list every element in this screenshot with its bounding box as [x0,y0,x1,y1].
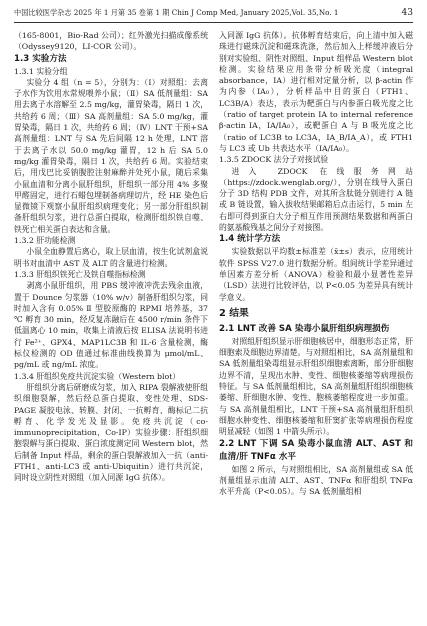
section-heading: 2.2 LNT 下调 SA 染毒小鼠血清 ALT、AST 和血清/肝 TNFα 水平 [219,438,413,462]
paragraph: 实验分 4 组（n = 5），分别为：（Ⅰ）对照组：去离子水作为饮用水常规喂养小鼠；（Ⅱ）SA 低剂量组：SA 用去离子水溶解至 2.5 mg/kg，灌胃染毒，隔日 1 次，共给药 6 周；（Ⅲ）SA 高剂量组：SA 5.0 mg/kg，灌胃染毒，隔日 1 次，共给药 6 周；（Ⅳ）LNT 干预+SA 高剂量组：LNT 与 SA 先后间隔 12 h 处理，LNT 溶于去离子水以 50.0 mg/kg 灌胃，12 h 后 SA 5.0 mg/kg 灌胃染毒，隔日 1 次，共给药 6 周。实验结束后，用戊巴比妥钠腹腔注射麻醉并处死小鼠，随后采集小鼠血清和分离小鼠肝组织，肝组织一部分用 4% 多聚甲醛固定，进行石蜡包埋制备病理切片，经 HE 染色后显微镜下观察小鼠肝组织病理变化；另一部分肝组织制备肝组织匀浆，进行总蛋白提取，检测肝组织铁自噬、铁死亡相关蛋白表达和含量。 [14,77,208,234]
paragraph: 如图 2 所示，与对照组相比，SA 高剂量组或 SA 低剂量组显示血清 ALT、AST、TNFα 和肝组织 TNFα 水平升高（P<0.05）。与 SA 低剂量组相 [219,464,413,497]
paragraph: 剥离小鼠肝组织，用 PBS 缓冲液冲洗去残余血液，置于 Dounce 匀浆器（10% w/v）制备肝组织匀浆，同时加入含有 0.05% Ⅱ 型胶原酶的 RPMI 培养基，37 ℃ 孵育 30 min，经反复冻融后在 4500 r/min 条件下低温离心 10 min，收集上清液后按 ELISA 法说明书进行 Fe²⁺、GPX4、MAP1LC3B 和 IL-6 含量检测，酶标仪检测的 OD 值通过标准曲线换算为 μmol/mL、pg/mL 或 ng/mL 浓度。 [14,281,208,370]
header-rule [14,22,413,23]
right-column [219,30,413,497]
section-heading: 1.3 实验方法 [14,53,67,64]
left-column [14,30,208,484]
section-heading: 1.4 统计学方法 [219,234,281,245]
section-heading: 2 结果 [219,307,249,319]
paragraph: 入同源 IgG 抗体）。抗体孵育结束后，向上清中加入磁珠进行磁珠沉淀和磁珠洗涤，然后加入上样缓冲液后分别对实验组、阴性对照组、Input 组样品 Western blot 检测。实验结果应用条带分析吸光度（integral absorbance，IA）进行相对定量分析，以 β-actin 作为内参（IA₀），分析样品中目的蛋白（FTH1、LC3B/A）表达，表示为靶蛋白与内参蛋白吸光度之比（ratio of target protein IA to internal reference β-actin IA，IA/IA₀），或靶蛋白 A 与 B 吸光度之比（ratio of LC3B to LC3A，IA_B/IA_A），或 FTH1 与 LC3 或 Ub 共表达水平（IA/IA₀）。 [219,31,413,153]
paragraph: 肝组织分离后研磨成匀浆，加入 RIPA 裂解液使肝组织细胞裂解，然后经总蛋白提取、变性处理、SDS-PAGE 凝胶电泳、转膜、封闭、一抗孵育、酶标记二抗孵育、化学发光及显影。免疫共沉淀（co-immunoprecipitation，Co-IP）实验步骤：肝组织细胞裂解与蛋白提取、蛋白浓度测定同 Western blot，然后制备 Input 样品，剩余的蛋白裂解液加入一抗（anti-FTH1、anti-LC3 或 anti-Ubiquitin）进行共沉淀，同时设立阴性对照组（加入同源 IgG 抗体）。 [14,382,208,483]
subsection-heading: 1.3.3 肝组织铁死亡及铁自噬指标检测 [14,269,146,279]
running-header [14,6,413,20]
journal-header: 中国比较医学杂志 2025 年 1 月第 35 卷第 1 期 Chin J Comp Med, January 2025,Vol. 35,No. 1 [14,8,339,17]
subsection-heading: 1.3.4 肝组织免疫共沉淀实验（Western blot） [14,371,181,381]
section-heading: 2.1 LNT 改善 SA 染毒小鼠肝组织病理损伤 [219,323,390,334]
paragraph: 实验数据以平均数±标准差（x̄±s）表示，应用统计软件 SPSS V27.0 进行数据分析。组间统计学差异通过单因素方差分析（ANOVA）检验和最小显著性差异（LSD）法进行比较评估，以 P<0.05 为差异具有统计学意义。 [219,247,413,302]
subsection-heading: 1.3.5 ZDOCK 法分子对接试验 [219,155,329,165]
subsection-heading: 1.3.2 肝功能检测 [14,236,76,246]
page-number: 43 [401,8,413,18]
subsection-heading: 1.3.1 实验分组 [14,66,68,76]
paragraph: （165-8001，Bio-Rad 公司）；红外激光扫描成像系统（Odyssey9120，LI-COR 公司）。 [14,31,208,52]
paragraph: 小鼠全血静置后离心，取上层血清，按生化试剂盒说明书对血清中 AST 及 ALT 的含量进行检测。 [14,247,208,268]
paragraph: 进入 ZDOCK 在线服务网站（https://zdock.wenglab.org/），分别在线导入蛋白分子 3D 结构 PDB 文件，对其所含肽链分别进行 A 链或 B 链设置，输入拔收结果邮箱后点击运行，5 min 左右即可得到蛋白大分子相互作用预测结果数据和两蛋白的氨基酸残基之间分子对接图。 [219,166,413,233]
paragraph: 对照组肝组织显示肝细胞核居中，细胞形态正常，肝细胞索及细胞边界清楚。与对照组相比，SA 高剂量组和 SA 低剂量组染毒组显示肝组织细胞索离断，部分肝细胞边界不清，呈现出水肿、变性、细胞核萎缩等病理损伤特征。与 SA 低剂量组相比，SA 高剂量组肝组织细胞核萎缩、肝细胞水肿、变性、胞核萎缩程度进一步加重。与 SA 高剂量组相比，LNT 干预+SA 高剂量组肝组织细胞水肿变性、细胞核萎缩和肝窦扩张等病理损伤程度明显减轻（如图 1 中箭头所示）。 [219,336,413,437]
